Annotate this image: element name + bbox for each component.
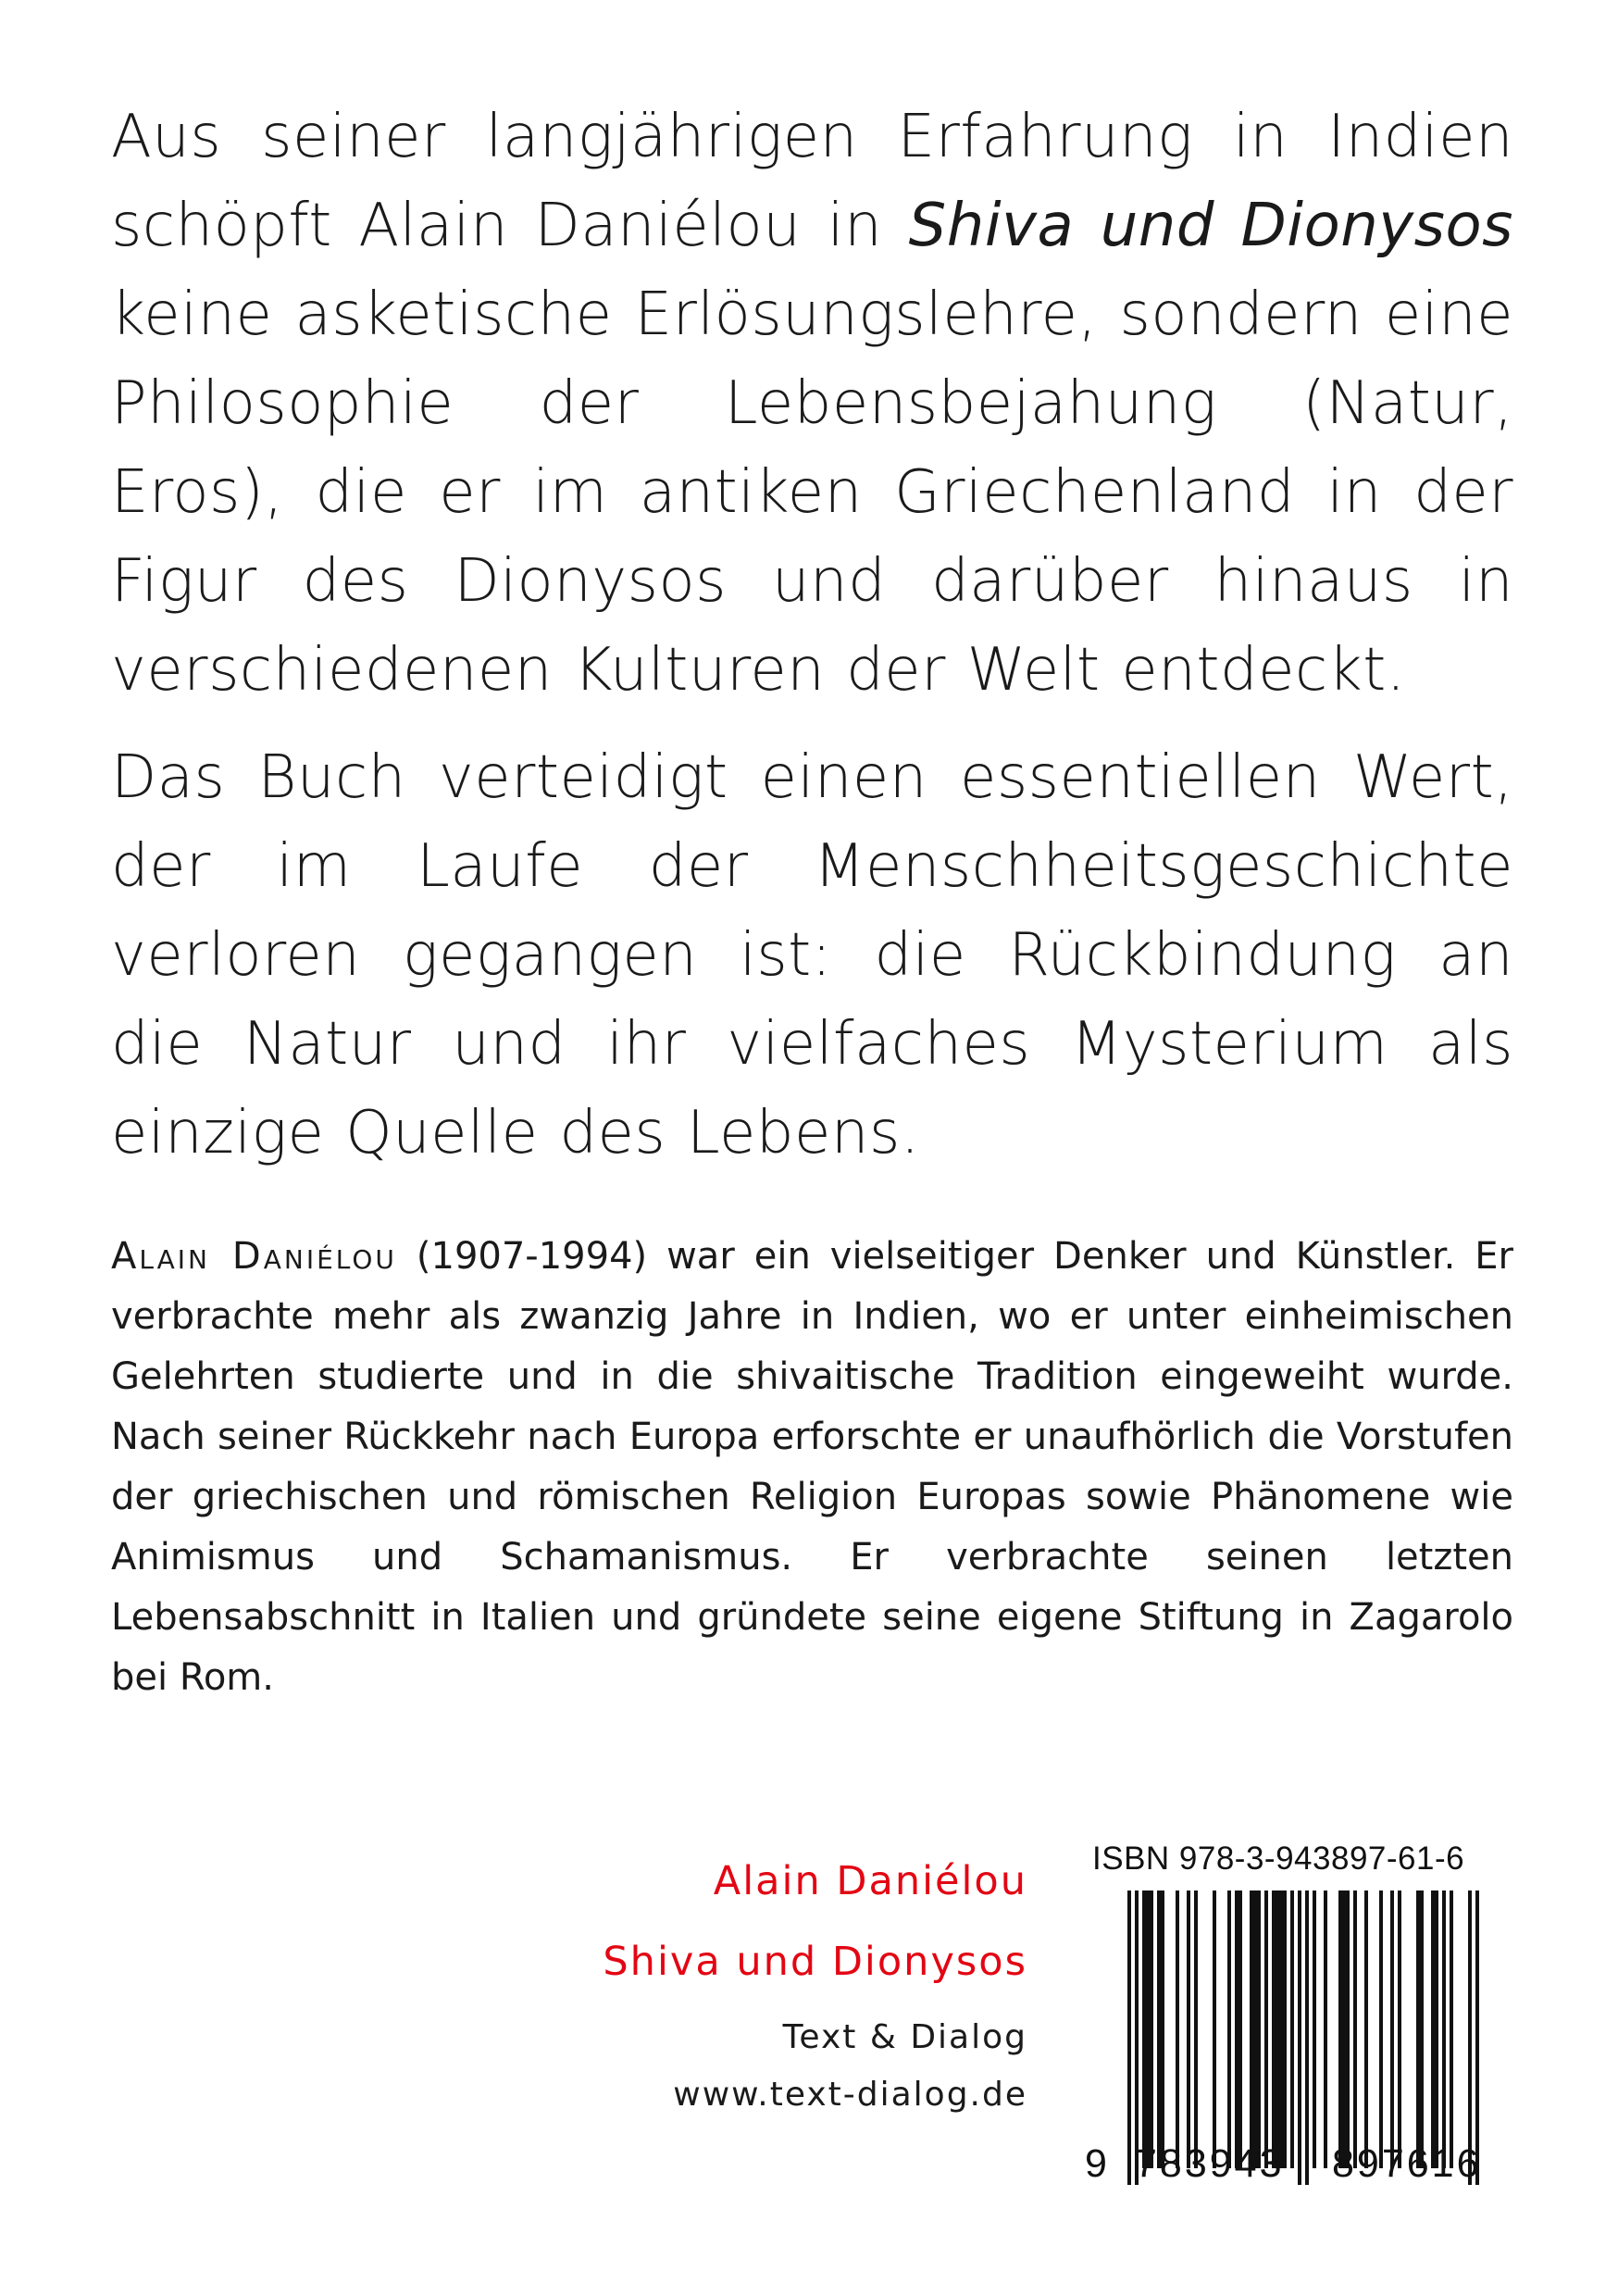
barcode-bar [1142,1890,1153,2168]
author-biography [111,1227,1513,1708]
barcode-bar [1398,1890,1401,2168]
description-paragraph-2: Das Buch verteidigt einen essentiellen Wert, der im Laufe der Menschheitsgeschichte verloren gegangen ist: die Rückbindung an die Natur und ihr vielfaches Mysterium als einzige Quelle des Lebens. [111,743,1513,1167]
author-name-smallcaps: Alain Daniélou [111,1235,397,1278]
barcode-digits-right: 897616 [1332,2141,1482,2186]
barcode-bar [1313,1890,1316,2168]
barcode-bar [1235,1890,1242,2168]
barcode-bar [1194,1890,1198,2168]
barcode-bar [1338,1890,1350,2168]
barcode-bar [1290,1890,1294,2168]
barcode-bar [1416,1890,1424,2168]
description-paragraph-1-end: keine asketische Erlösungslehre, sondern eine Philosophie der Lebensbejahung (Natur, Eros), die er im antiken Griechenland in der Figur des Dionysos und darüber hinaus in verschiedenen Kulturen der Welt entdeckt. [111,281,1513,705]
barcode-digits [1085,2139,1513,2189]
publication-info [603,1858,1027,2114]
barcode-bar [1250,1890,1261,2168]
barcode-bar [1213,1890,1216,2168]
barcode-bar [1390,1890,1394,2168]
barcode-bar [1157,1890,1164,2168]
barcode-bar [1364,1890,1368,2168]
barcode-digits-left: 783943 [1135,2141,1285,2186]
barcode-digit-first: 9 [1085,2141,1107,2186]
description-text [111,93,1513,1196]
barcode-bar [1431,1890,1438,2168]
barcode-bar [1187,1890,1190,2168]
barcode-bar [1324,1890,1327,2168]
barcode-bar [1442,1890,1446,2168]
book-title-italic: Shiva und Dionysos [908,192,1514,260]
barcode-bar [1264,1890,1268,2168]
description-paragraph-1 [111,93,1513,715]
description-paragraph-1-start: Aus seiner langjährigen Erfahrung in Indien schöpft Alain Daniélou in [111,103,1513,260]
barcode-bar [1176,1890,1179,2168]
barcode-bar [1379,1890,1383,2168]
barcode-bar [1272,1890,1287,2168]
barcode-bar [1450,1890,1453,2168]
isbn-label: ISBN 978-3-943897-61-6 [1092,1841,1465,1877]
barcode-bar [1227,1890,1231,2168]
publisher-url: www.text-dialog.de [673,2076,1027,2114]
barcode-bar [1353,1890,1357,2168]
publisher-name: Text & Dialog [782,2018,1027,2056]
author-biography-text: (1907-1994) war ein vielseitiger Denker und Künstler. Er verbrachte mehr als zwanzig Jahre in Indien, wo er unter einheimischen Gelehrten studierte und in die shivaitische Tradition eingeweiht wurde. Nach seiner Rückkehr nach Europa erforschte er unaufhörlich die Vorstufen der griechischen und römischen Religion Europas sowie Phänomene wie Animismus und Schamanismus. Er verbrachte seinen letzten Lebensabschnitt in Italien und gründete seine eigene Stiftung in Zagarolo bei Rom. [111,1235,1513,1699]
publication-title: Shiva und Dionysos [603,1939,1027,1985]
publication-author: Alain Daniélou [713,1858,1027,1904]
isbn-barcode [1085,1841,1513,2187]
